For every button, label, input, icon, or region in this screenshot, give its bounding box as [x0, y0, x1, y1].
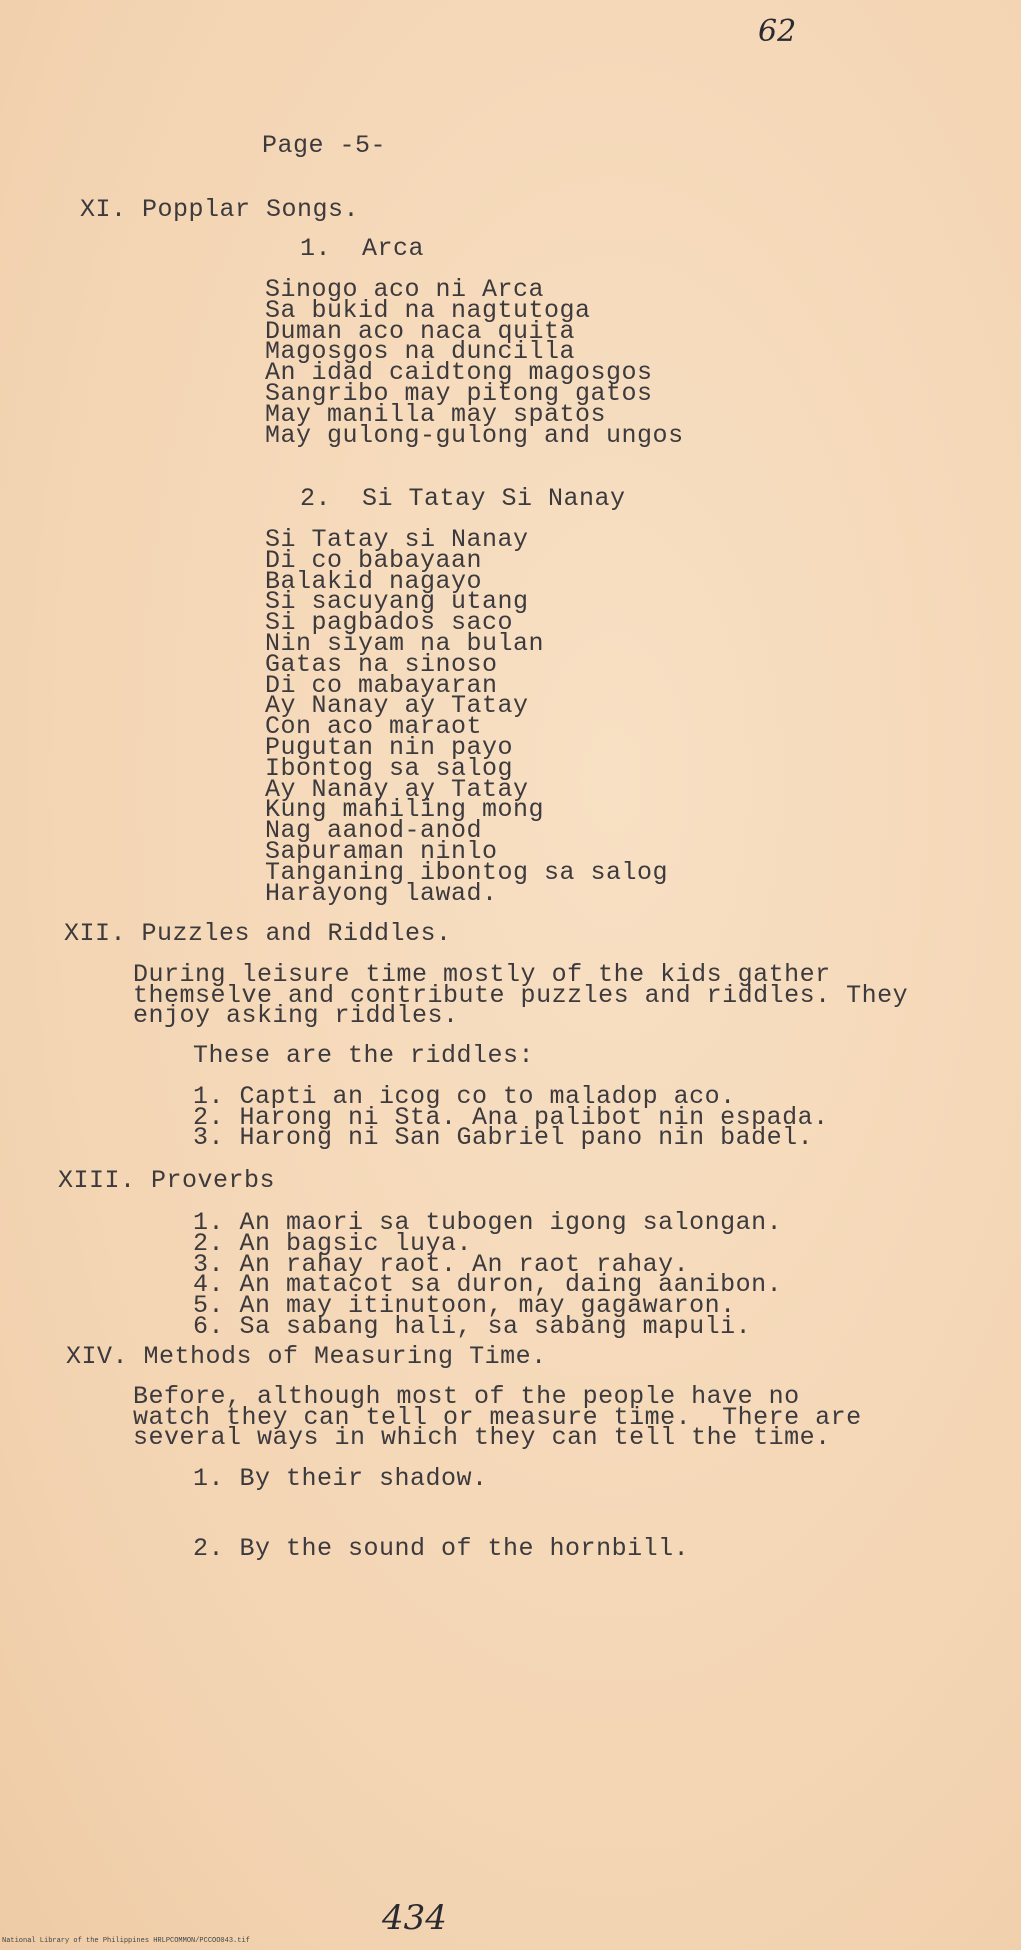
lyric-line: An idad caidtong magosgos [265, 358, 653, 388]
lyric-line: Ay Nanay ay Tatay [265, 691, 529, 721]
lyric-line: Balakid nagayo [265, 566, 483, 596]
lyric-line: Sapuraman ninlo [265, 837, 498, 866]
lyric-line: Kung mahiling mong [265, 795, 545, 825]
paragraph-line: themselve and contribute puzzles and riddles. They [133, 980, 909, 1010]
song-title-arca: 1. Arca [300, 234, 425, 263]
paragraph-line: several ways in which they can tell the time. [133, 1423, 831, 1452]
riddles-intro: These are the riddles: [193, 1041, 535, 1070]
handwritten-page-number: 62 [758, 14, 797, 49]
lyric-line: Tanganing ibontog sa salog [265, 857, 669, 887]
archive-footer: National Library of the Philippines HRLPCOMMON/PCCOO043.tif [2, 1937, 250, 1945]
riddle-item: 2. Harong ni Sta. Ana palibot nin espada. [193, 1102, 829, 1132]
riddle-item: 1. Capti an icog co to maladop aco. [193, 1082, 736, 1111]
handwritten-stamp-number: 434 [382, 1898, 447, 1938]
lyric-line: Harayong lawad. [265, 878, 498, 908]
lyric-line: Si sacuyang utang [265, 587, 529, 617]
method-item: 1. By their shadow. [193, 1464, 488, 1493]
section-heading-xiv: XIV. Methods of Measuring Time. [66, 1342, 547, 1371]
lyric-line: Si pagbados saco [265, 608, 514, 638]
lyric-line: Nin siyam na bulan [265, 629, 545, 658]
section-heading-xiii: XIII. Proverbs [58, 1166, 276, 1195]
lyric-line: Sa bukid na nagtutoga [265, 295, 591, 325]
paragraph-line: enjoy asking riddles. [133, 1001, 459, 1030]
lyric-line: Di co babayaan [265, 545, 483, 575]
section-heading-xii: XII. Puzzles and Riddles. [64, 919, 452, 948]
riddle-item: 3. Harong ni San Gabriel pano nin badel. [193, 1123, 814, 1152]
lyric-line: Di co mabayaran [265, 670, 498, 700]
song-title-si-tatay: 2. Si Tatay Si Nanay [300, 484, 626, 513]
lyric-line: Nag aanod-anod [265, 816, 483, 846]
lyric-line: Si Tatay si Nanay [265, 525, 529, 554]
proverb-item: 6. Sa sabang hali, sa sabang mapuli. [193, 1312, 752, 1341]
paragraph-line: watch they can tell or measure time. There are [133, 1402, 862, 1432]
proverb-item: 2. An bagsic luya. [193, 1228, 473, 1258]
method-item: 2. By the sound of the hornbill. [193, 1534, 690, 1563]
lyric-line: Gatas na sinoso [265, 649, 498, 679]
lyric-line: May gulong-gulong and ungos [265, 420, 684, 450]
lyric-line: Duman aco naca quita [265, 316, 576, 346]
proverb-item: 3. An rahay raot. An raot rahay. [193, 1249, 690, 1279]
page-heading: Page -5- [262, 131, 387, 160]
proverb-item: 5. An may itinutoon, may gagawaron. [193, 1291, 736, 1321]
proverb-item: 1. An maori sa tubogen igong salongan. [193, 1208, 783, 1237]
proverb-item: 4. An matacot sa duron, daing aanibon. [193, 1270, 783, 1300]
lyric-line: May manilla may spatos [265, 399, 607, 429]
lyric-line: Pugutan nin payo [265, 733, 514, 762]
lyric-line: Ibontog sa salog [265, 753, 514, 783]
lyric-line: Con aco maraot [265, 712, 483, 742]
section-heading-xi: XI. Popplar Songs. [80, 195, 360, 224]
lyric-line: Ay Nanay ay Tatay [265, 774, 529, 804]
lyric-line: Sinogo aco ni Arca [265, 275, 545, 304]
lyric-line: Magosgos na duncilla [265, 337, 576, 367]
paragraph-line: During leisure time mostly of the kids gather [133, 960, 831, 989]
paragraph-line: Before, although most of the people have no [133, 1382, 800, 1411]
lyric-line: Sangribo may pitong gatos [265, 379, 653, 408]
